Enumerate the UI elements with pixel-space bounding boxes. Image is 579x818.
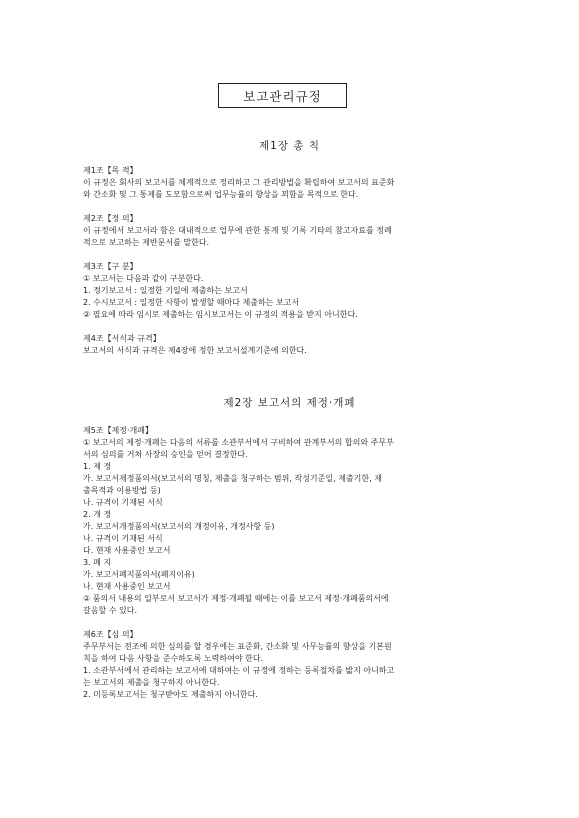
article-5-line: 서의 심의를 거쳐 사장의 승인을 얻어 결정한다. — [83, 450, 248, 459]
article-5-line: 가. 보고서제정품의서(보고서의 명칭, 제출을 청구하는 범위, 작성기준일, 제출기한, 제 — [83, 474, 382, 483]
article-5-line: 다. 현재 사용중인 보고서 — [83, 546, 171, 555]
article-5-line: 1. 제 정 — [83, 462, 112, 471]
article-3-line: 2. 수시보고서 : 일정한 사항이 발생할 때마다 제출하는 보고서 — [83, 298, 300, 307]
article-3-heading: 제3조【구 분】 — [83, 262, 138, 271]
article-6-line: 주무부서는 전조에 의한 심의를 할 경우에는 표준화, 간소화 및 사무능률의 향상을 기본원 — [83, 642, 392, 651]
article-5-line: ② 품의서 내용의 일부로서 보고서가 제정·개폐될 때에는 이를 보고서 제정·개폐품의서에 — [83, 594, 389, 603]
article-1-line: 와 간소화 및 그 통제를 도모함으로써 업무능률의 향상을 꾀함을 목적으로 한다. — [83, 190, 359, 199]
article-5-line: ① 보고서의 제정·개폐는 다음의 서류를 소관부서에서 구비하여 관계부서의 합의와 주무부 — [83, 438, 394, 447]
article-2-heading: 제2조【정 의】 — [83, 214, 138, 223]
article-2-line: 적으로 보고하는 제반문서를 말한다. — [83, 238, 210, 247]
article-4-heading: 제4조【서식과 규격】 — [83, 334, 161, 343]
article-4-line: 보고서의 서식과 규격은 제4장에 정한 보고서설계기준에 의한다. — [83, 346, 307, 355]
article-6-heading: 제6조【심 의】 — [83, 630, 138, 639]
article-5-line: 나. 규격이 기재된 서식 — [83, 498, 163, 507]
document-body — [83, 165, 503, 701]
article-3-line: 1. 정기보고서 : 일정한 기일에 제출하는 보고서 — [83, 286, 248, 295]
document-title: 보고관리규정 — [218, 83, 347, 108]
article-5-line: 출목적과 이용방법 등) — [83, 486, 161, 495]
article-3-line: ② 필요에 따라 임시로 제출하는 임시보고서는 이 규정의 적용을 받지 아니한다. — [83, 310, 358, 319]
article-5-line: 2. 개 정 — [83, 510, 112, 519]
article-5-line: 가. 보고서폐지품의서(폐지이유) — [83, 570, 195, 579]
article-5-line: 나. 현재 사용중인 보고서 — [83, 582, 171, 591]
article-5-line: 나. 규격이 기재된 서식 — [83, 534, 163, 543]
article-3-line: ① 보고서는 다음과 같이 구분한다. — [83, 274, 204, 283]
article-5-line: 갈음할 수 있다. — [83, 606, 137, 615]
article-1-heading: 제1조【목 적】 — [83, 166, 138, 175]
chapter-1-heading: 제1장 총 칙 — [259, 140, 320, 152]
article-6-line: 2. 미등록보고서는 청구받아도 제출하지 아니한다. — [83, 690, 258, 699]
article-5-line: 가. 보고서개정품의서(보고서의 개정이유, 개정사항 등) — [83, 522, 275, 531]
article-1-line: 이 규정은 회사의 보고서를 체계적으로 정리하고 그 관리방법을 확립하여 보고서의 표준화 — [83, 178, 395, 187]
article-6-line: 칙을 하여 다음 사항을 준수하도록 노력하여야 한다. — [83, 654, 264, 663]
article-5-line: 3. 폐 지 — [83, 558, 112, 567]
chapter-2-heading: 제2장 보고서의 제정·개폐 — [223, 397, 356, 409]
article-2-line: 이 규정에서 보고서라 함은 대내적으로 업무에 관한 통계 및 기록 기타의 참고자료를 정례 — [83, 226, 392, 235]
article-6-line: 는 보고서의 제출을 청구하지 아니한다. — [83, 678, 220, 687]
article-6-line: 1. 소관부서에서 관리하는 보고서에 대하여는 이 규정에 정하는 등록절차를 밟지 아니하고 — [83, 666, 395, 675]
article-5-heading: 제5조【제정·개폐】 — [83, 426, 154, 435]
